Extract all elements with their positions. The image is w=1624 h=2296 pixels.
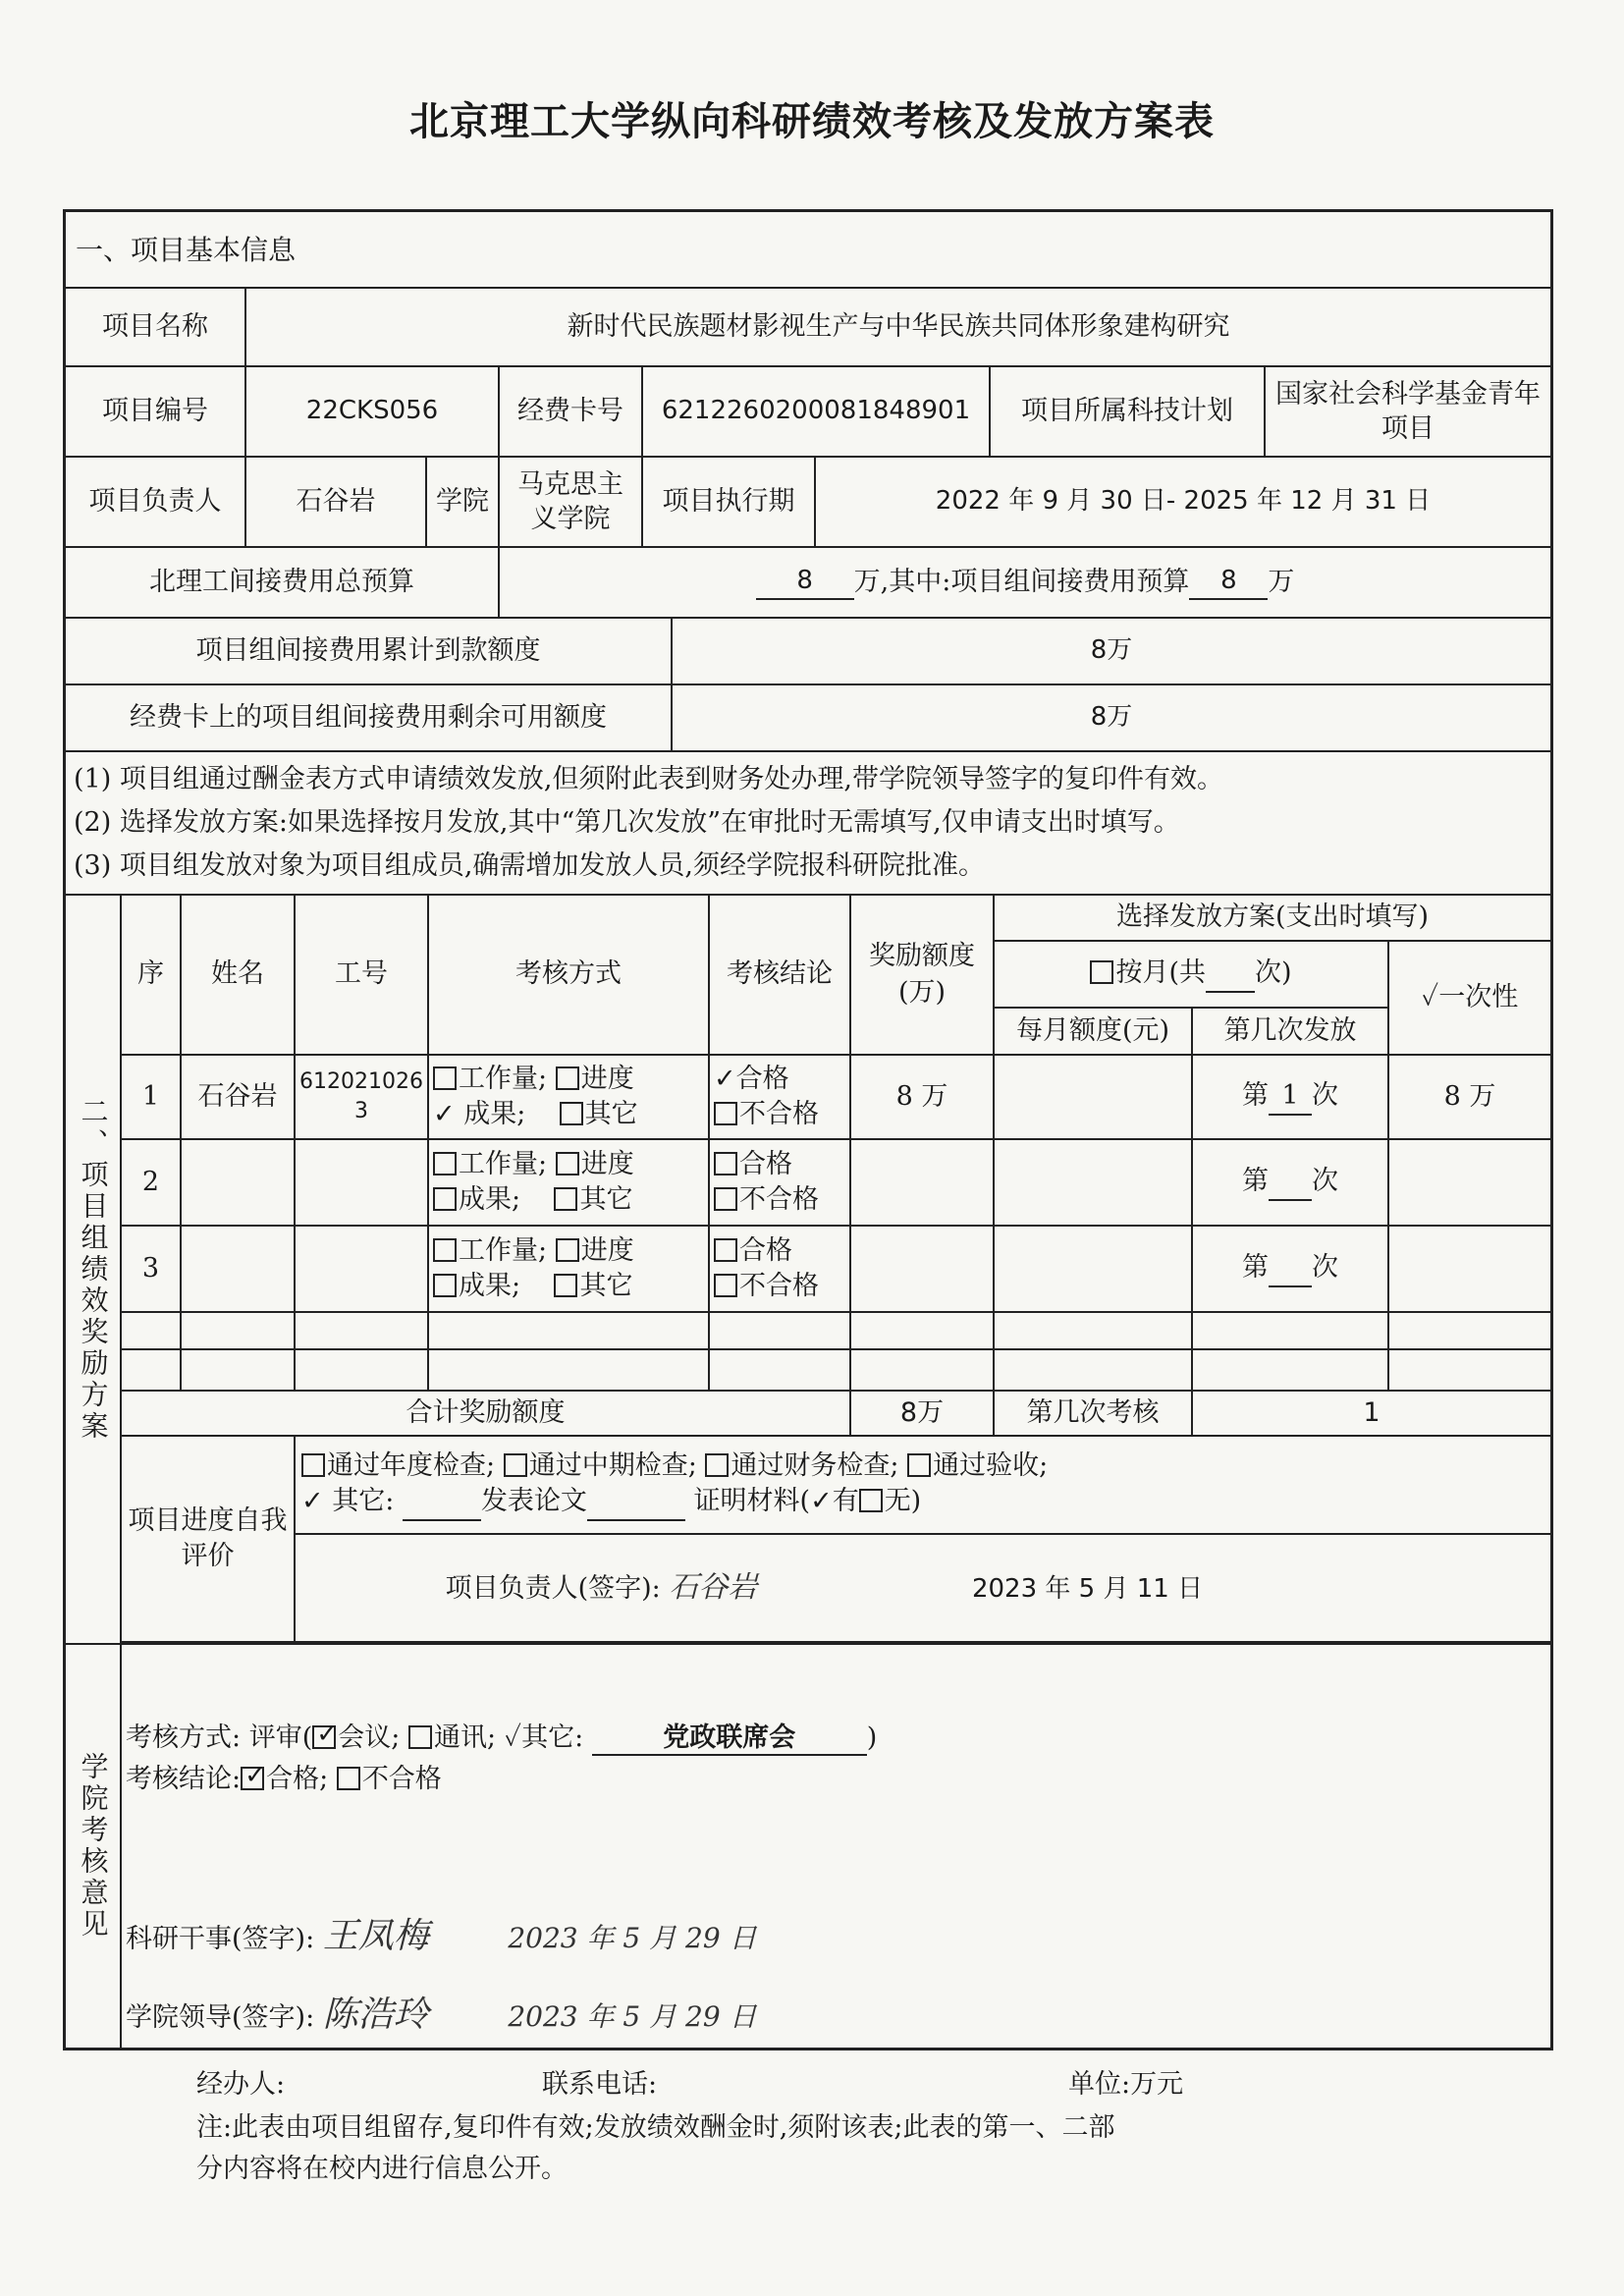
officer-signature: 王凤梅 bbox=[322, 1916, 429, 1956]
card-value: 6212260200081848901 bbox=[643, 367, 991, 456]
th-per-month: 每月额度(元) bbox=[994, 1008, 1192, 1055]
row1-seq: 1 bbox=[122, 1055, 181, 1139]
table-row bbox=[122, 1139, 1550, 1226]
row2-result: 合格 不合格 bbox=[709, 1139, 850, 1226]
arrived-label: 项目组间接费用累计到款额度 bbox=[66, 619, 673, 683]
table-row bbox=[122, 1312, 1550, 1349]
times-value: 1 bbox=[1192, 1391, 1550, 1436]
footer-note-2: 分内容将在校内进行信息公开。 bbox=[196, 2154, 568, 2184]
card-label: 经费卡号 bbox=[500, 367, 643, 456]
progress-options: 通过年度检查; 通过中期检查; 通过财务检查; 通过验收; ✓ 其它: 发表论文 证明材料(✓有 无) bbox=[295, 1436, 1550, 1534]
row1-method: 工作量; 进度 ✓ 成果; 其它 bbox=[428, 1055, 709, 1139]
notes-block bbox=[66, 752, 1550, 896]
arrived-value: 8万 bbox=[1090, 635, 1133, 666]
project-name-value: 新时代民族题材影视生产与中华民族共同体形象建构研究 bbox=[567, 311, 1230, 343]
th-name: 姓名 bbox=[181, 896, 295, 1055]
footer-phone: 联系电话: bbox=[542, 2069, 658, 2100]
form-sheet bbox=[63, 209, 1553, 2050]
arrived-row bbox=[66, 619, 1550, 685]
progress-row bbox=[122, 1436, 1550, 1534]
note-3: (3) 项目组发放对象为项目组成员,确需增加发放人员,须经学院报科研院批准。 bbox=[74, 850, 985, 881]
budget-label: 北理工间接费用总预算 bbox=[66, 548, 500, 617]
budget-value bbox=[500, 548, 1550, 617]
budget-group: 8 bbox=[1189, 565, 1268, 600]
leader-row bbox=[66, 458, 1550, 548]
total-label: 合计奖励额度 bbox=[122, 1391, 850, 1436]
row3-seq: 3 bbox=[122, 1226, 181, 1312]
section3 bbox=[66, 1645, 1550, 2048]
project-no-value: 22CKS056 bbox=[246, 367, 500, 456]
th-nth: 第几次发放 bbox=[1192, 1008, 1388, 1055]
section2 bbox=[66, 896, 1550, 1645]
section1-header: 一、项目基本信息 bbox=[66, 212, 1550, 289]
period-label: 项目执行期 bbox=[643, 458, 816, 546]
plan-value: 国家社会科学基金青年项目 bbox=[1275, 378, 1541, 444]
page-title: 北京理工大学纵向科研绩效考核及发放方案表 bbox=[409, 99, 1215, 144]
review-method: 考核方式: 评审( ✓ 会议; 通讯; ✓其它: 党政联席会 ) bbox=[126, 1716, 877, 1756]
row2-nth: 第 次 bbox=[1192, 1139, 1388, 1226]
th-once: ✓一次性 bbox=[1388, 941, 1550, 1055]
review-result: 考核结论: ✓ 合格; 不合格 bbox=[126, 1761, 442, 1794]
th-seq: 序 bbox=[122, 896, 181, 1055]
section3-vertical-label: 学院考核意见 bbox=[66, 1645, 122, 2048]
row1-id: 6120210263 bbox=[295, 1055, 428, 1139]
row1-name: 石谷岩 bbox=[181, 1055, 295, 1139]
leader-sign-row bbox=[122, 1534, 1550, 1642]
remain-value: 8万 bbox=[1090, 702, 1133, 733]
row1-nth: 第 1 次 bbox=[1192, 1055, 1388, 1139]
project-no-row bbox=[66, 367, 1550, 458]
budget-unit: 万 bbox=[1268, 567, 1295, 598]
row3-nth: 第 次 bbox=[1192, 1226, 1388, 1312]
leader-label: 项目负责人 bbox=[66, 458, 246, 546]
footer-unit: 单位:万元 bbox=[1068, 2069, 1184, 2100]
officer-sign: 科研干事(签字): 王凤梅 2023 年 5 月 29 日 bbox=[126, 1908, 757, 1958]
row2-id bbox=[295, 1139, 428, 1226]
plan-label: 项目所属科技计划 bbox=[991, 367, 1266, 456]
th-amount: 奖励额度(万) bbox=[850, 896, 994, 1055]
project-no-label: 项目编号 bbox=[66, 367, 246, 456]
table-row bbox=[122, 1349, 1550, 1391]
college-value: 马克思主义学院 bbox=[500, 458, 643, 546]
th-result: 考核结论 bbox=[709, 896, 850, 1055]
leader-value: 石谷岩 bbox=[246, 458, 427, 546]
row2-per-month bbox=[994, 1139, 1192, 1226]
total-value: 8万 bbox=[850, 1391, 994, 1436]
college-opinion bbox=[122, 1645, 1550, 2048]
times-label: 第几次考核 bbox=[994, 1391, 1192, 1436]
progress-label: 项目进度自我评价 bbox=[122, 1436, 295, 1642]
leader-signature: 石谷岩 bbox=[669, 1569, 758, 1605]
row1-once: 8 万 bbox=[1388, 1055, 1550, 1139]
remain-label: 经费卡上的项目组间接费用剩余可用额度 bbox=[66, 685, 673, 750]
period-value: 2022 年 9 月 30 日- 2025 年 12 月 31 日 bbox=[935, 486, 1432, 517]
row1-amount: 8 万 bbox=[850, 1055, 994, 1139]
row2-amount bbox=[850, 1139, 994, 1226]
total-row bbox=[122, 1391, 1550, 1436]
row3-id bbox=[295, 1226, 428, 1312]
budget-total: 8 bbox=[756, 565, 854, 600]
reward-table bbox=[122, 896, 1550, 1643]
row3-method: 工作量; 进度 成果; 其它 bbox=[428, 1226, 709, 1312]
row2-seq: 2 bbox=[122, 1139, 181, 1226]
row2-once bbox=[1388, 1139, 1550, 1226]
footer-note-1: 注:此表由项目组留存,复印件有效;发放绩效酬金时,须附该表;此表的第一、二部 bbox=[196, 2112, 1115, 2143]
note-2: (2) 选择发放方案:如果选择按月发放,其中“第几次发放”在审批时无需填写,仅申请支出时填写。 bbox=[74, 807, 1180, 838]
project-name-row bbox=[66, 289, 1550, 367]
row3-name bbox=[181, 1226, 295, 1312]
section2-vertical-label: 二、项目组绩效奖励方案 bbox=[66, 896, 122, 1643]
table-row bbox=[122, 1055, 1550, 1139]
row3-amount bbox=[850, 1226, 994, 1312]
row2-name bbox=[181, 1139, 295, 1226]
leader-sign: 项目负责人(签字): 石谷岩 2023 年 5 月 11 日 bbox=[295, 1534, 1550, 1642]
row3-per-month bbox=[994, 1226, 1192, 1312]
row1-result: ✓合格 不合格 bbox=[709, 1055, 850, 1139]
budget-row bbox=[66, 548, 1550, 619]
note-1: (1) 项目组通过酬金表方式申请绩效发放,但须附此表到财务处办理,带学院领导签字的复印件有效。 bbox=[74, 764, 1223, 794]
row2-method: 工作量; 进度 成果; 其它 bbox=[428, 1139, 709, 1226]
budget-mid: 万,其中:项目组间接费用预算 bbox=[853, 567, 1190, 598]
college-leader-signature: 陈浩玲 bbox=[322, 1995, 429, 2035]
remain-row bbox=[66, 685, 1550, 752]
row3-result: 合格 不合格 bbox=[709, 1226, 850, 1312]
project-name-label: 项目名称 bbox=[66, 289, 246, 365]
th-plan: 选择发放方案(支出时填写) bbox=[994, 896, 1550, 941]
row1-per-month bbox=[994, 1055, 1192, 1139]
th-method: 考核方式 bbox=[428, 896, 709, 1055]
college-leader-sign: 学院领导(签字): 陈浩玲 2023 年 5 月 29 日 bbox=[126, 1987, 757, 2037]
footer-handler: 经办人: bbox=[196, 2069, 286, 2100]
college-label: 学院 bbox=[427, 458, 500, 546]
th-id: 工号 bbox=[295, 896, 428, 1055]
row3-once bbox=[1388, 1226, 1550, 1312]
th-monthly: 按月(共 次) bbox=[994, 941, 1388, 1008]
table-row bbox=[122, 1226, 1550, 1312]
